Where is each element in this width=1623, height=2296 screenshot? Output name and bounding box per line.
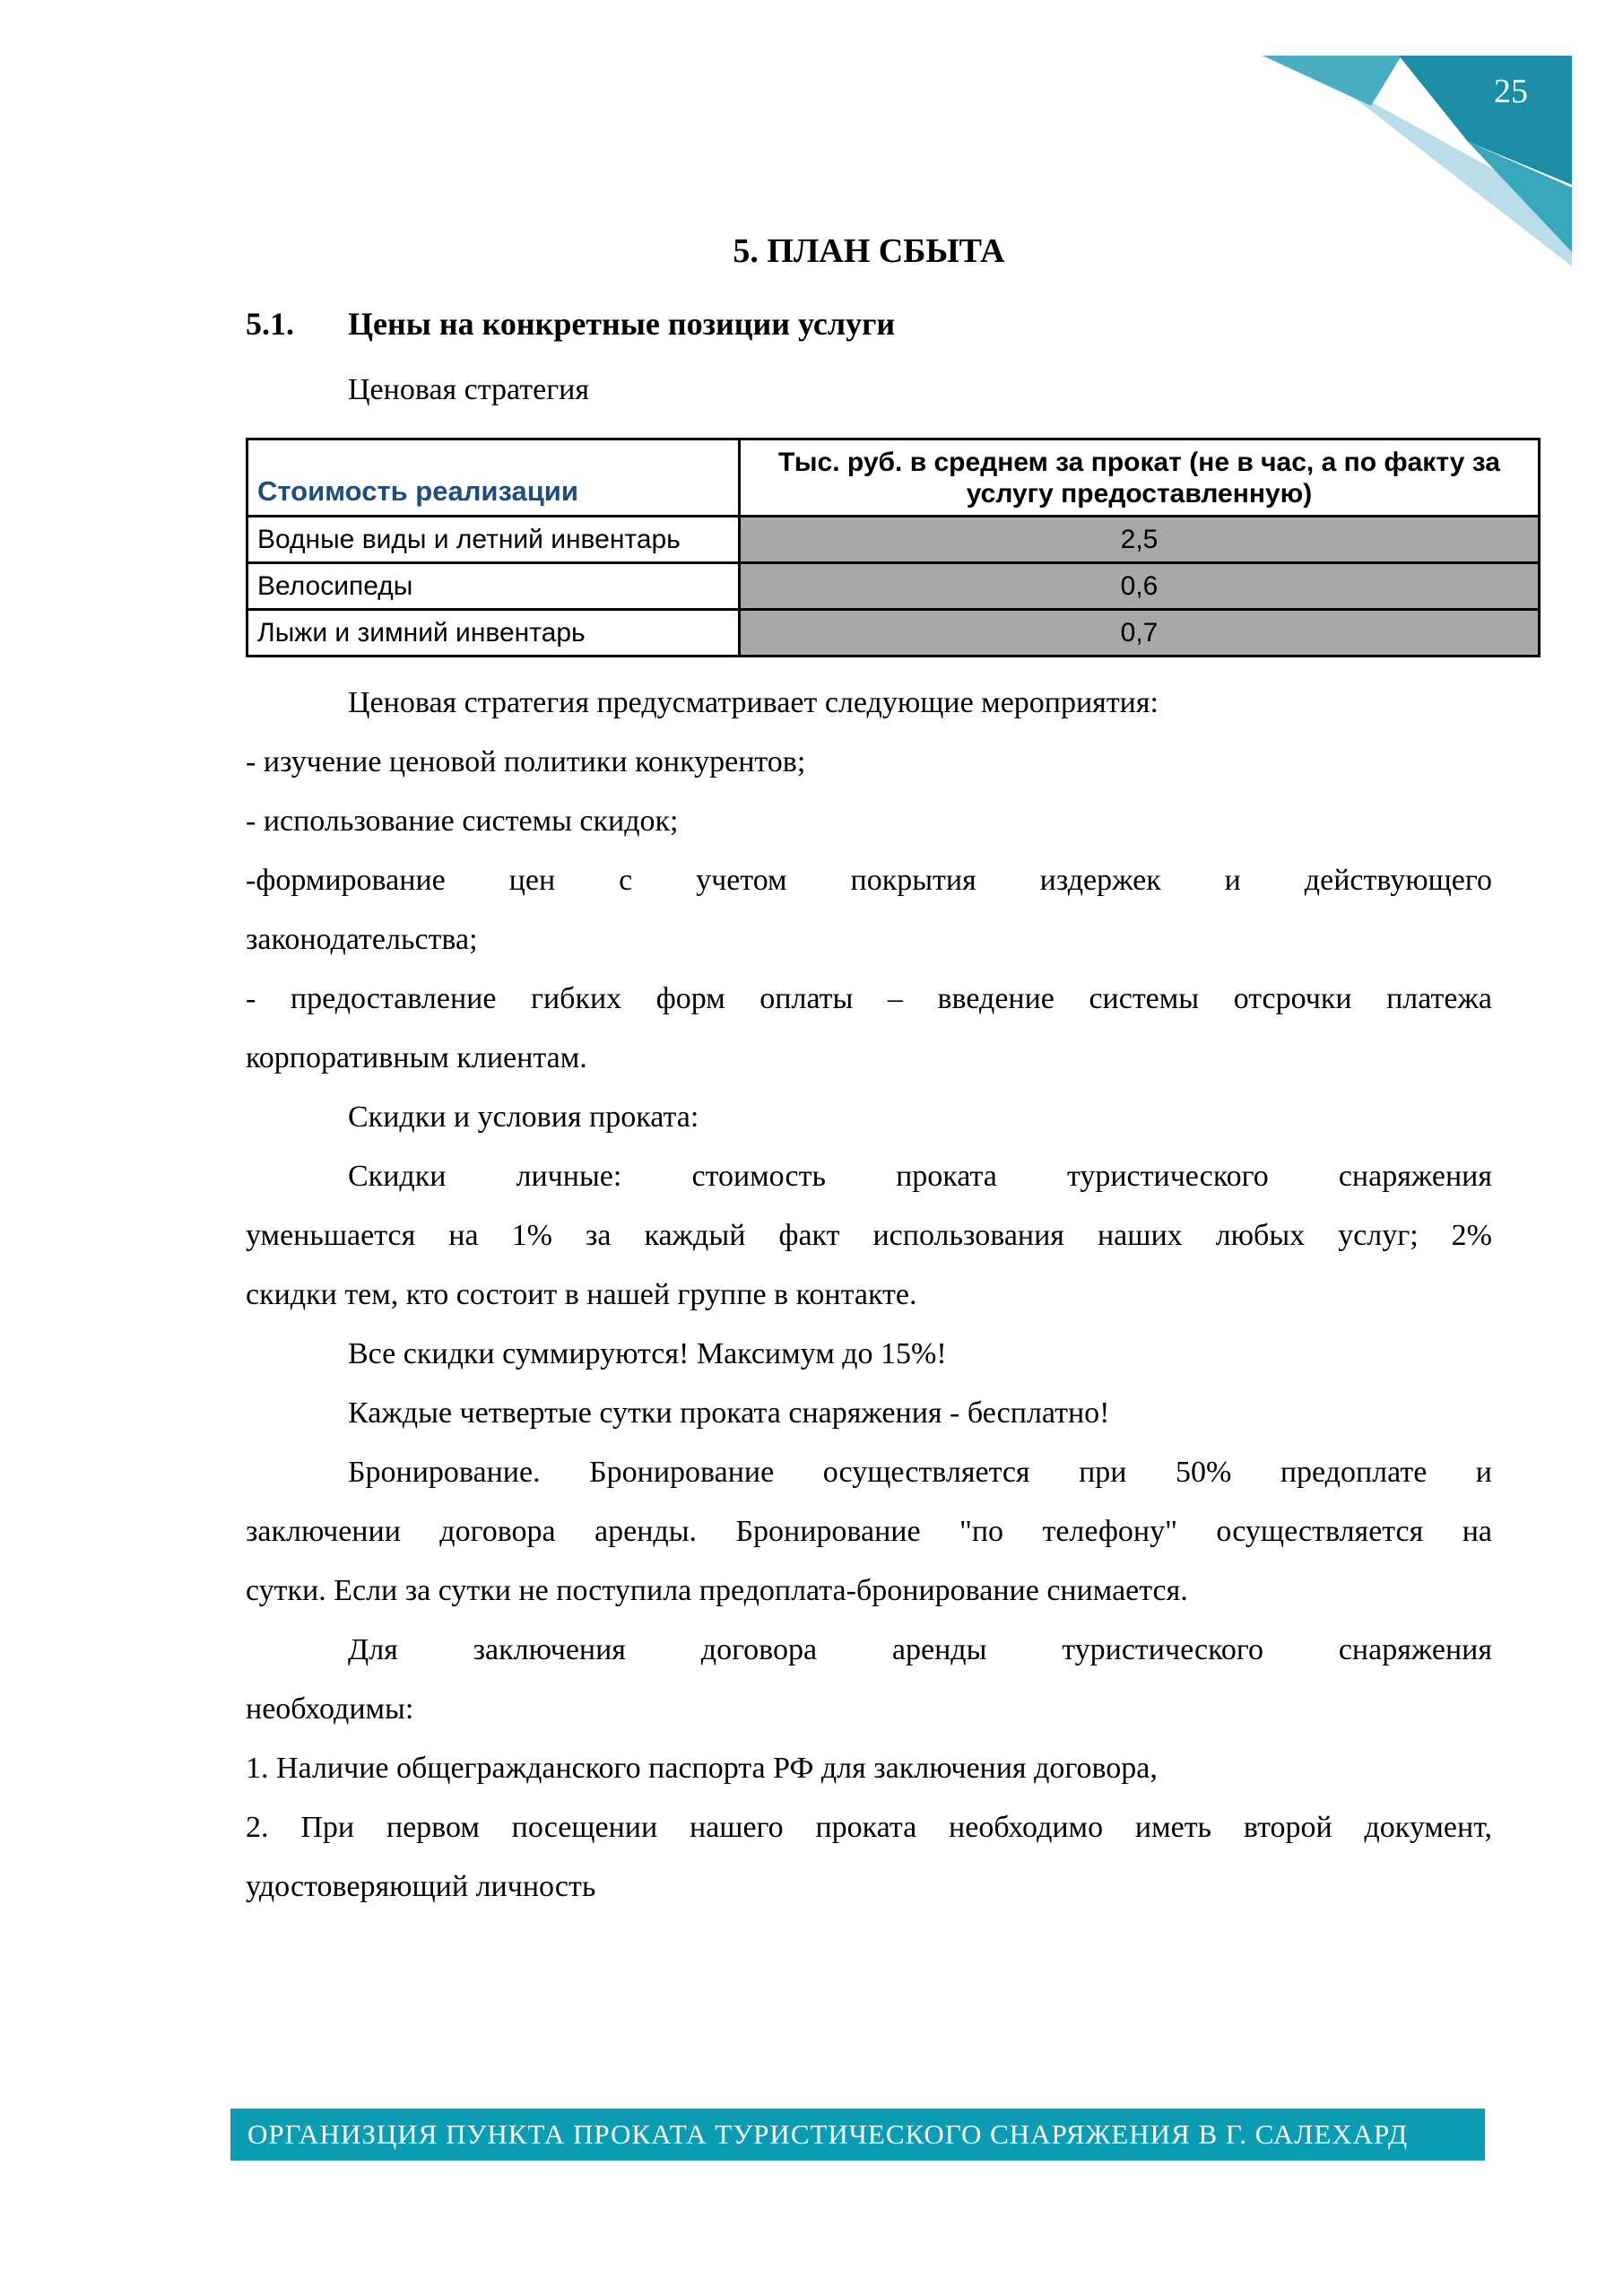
table-row-value: 2,5 [740, 517, 1540, 563]
paragraph-line: - использование системы скидок; [246, 804, 679, 838]
section-heading [246, 305, 1492, 343]
table-header-price [740, 439, 1540, 517]
body-text [246, 674, 1492, 1917]
paragraph-line: Бронирование. Бронирование осуществляется при 50% предоплате и [348, 1456, 1492, 1489]
paragraph-line: 1. Наличие общегражданского паспорта РФ для заключения договора, [246, 1752, 1158, 1785]
table-row-value: 0,7 [740, 610, 1540, 657]
page-number: 25 [1494, 73, 1528, 110]
paragraph-line: уменьшается на 1% за каждый факт использования наших любых услуг; 2% [246, 1219, 1492, 1252]
paragraph-line: необходимы: [246, 1692, 414, 1726]
paragraph-line: - изучение ценовой политики конкурентов; [246, 745, 806, 778]
paragraph-line: заключении договора аренды. Бронирование "по телефону" осуществляется на [246, 1515, 1492, 1548]
paragraph-line: -формирование цен с учетом покрытия издержек и действующего [246, 864, 1492, 897]
paragraph-line: Каждые четвертые сутки проката снаряжения - бесплатно! [348, 1396, 1110, 1430]
paragraph-line: Скидки и условия проката: [348, 1100, 699, 1134]
table-header-price-line2: услугу предоставленную) [966, 478, 1313, 509]
table-row [247, 610, 1540, 657]
paragraph-line: удостоверяющий личность [246, 1870, 596, 1903]
paragraph-line: сутки. Если за сутки не поступила предоплата-бронирование снимается. [246, 1574, 1188, 1607]
page-title: 5. ПЛАН СБЫТА [733, 232, 1005, 270]
paragraph-line: корпоративным клиентам. [246, 1041, 587, 1074]
table-row [247, 563, 1540, 610]
paragraph-line: 2. При первом посещении нашего проката необходимо иметь второй документ, [246, 1811, 1492, 1844]
table-row-value: 0,6 [740, 563, 1540, 610]
paragraph-line: Все скидки суммируются! Максимум до 15%! [348, 1337, 947, 1370]
paragraph-line: Для заключения договора аренды туристического снаряжения [348, 1633, 1492, 1666]
table-row [247, 517, 1540, 563]
paragraph-line: Скидки личные: стоимость проката туристического снаряжения [348, 1160, 1492, 1193]
paragraph-line: скидки тем, кто состоит в нашей группе в контакте. [246, 1278, 917, 1311]
table-row-label: Лыжи и зимний инвентарь [247, 610, 740, 657]
paragraph-line: Ценовая стратегия предусматривает следующие мероприятия: [348, 686, 1159, 719]
table-row-label: Водные виды и летний инвентарь [247, 517, 740, 563]
section-number: 5.1. [246, 306, 294, 342]
price-table [246, 438, 1541, 657]
table-header-price-line1: Тыс. руб. в среднем за прокат (не в час, а по факту за [778, 447, 1500, 477]
paragraph-line: законодательства; [246, 923, 478, 956]
table-row-label: Велосипеды [247, 563, 740, 610]
paragraph-line: - предоставление гибких форм оплаты – введение системы отсрочки платежа [246, 982, 1492, 1015]
footer-banner: ОРГАНИЗЦИЯ ПУНКТА ПРОКАТА ТУРИСТИЧЕСКОГО СНАРЯЖЕНИЯ В Г. САЛЕХАРД [230, 2109, 1485, 2161]
intro-label: Ценовая стратегия [348, 373, 589, 406]
table-header-row [247, 439, 1540, 517]
corner-triangle-medium [1263, 56, 1402, 106]
section-title: Цены на конкретные позиции услуги [348, 306, 896, 342]
table-header-cost: Стоимость реализации [247, 439, 740, 517]
